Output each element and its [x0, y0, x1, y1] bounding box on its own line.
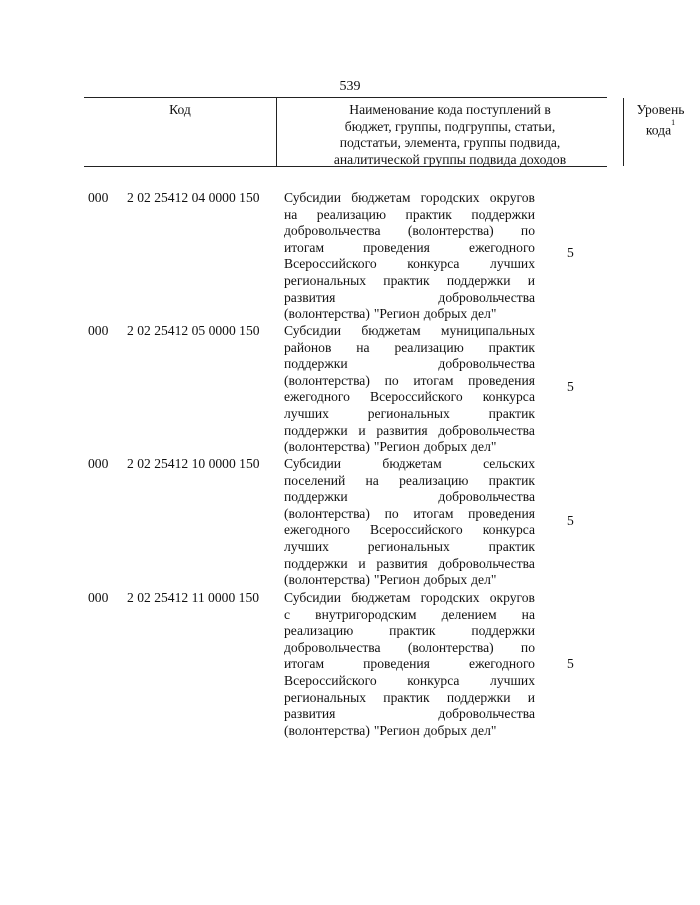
desc-line [284, 290, 535, 307]
desc-word: ежегодного [284, 522, 350, 538]
desc-word: развития [376, 422, 428, 438]
desc-word: добровольчества [438, 289, 535, 305]
table-header [84, 97, 685, 167]
desc-word: округов [489, 590, 535, 605]
desc-word: "Регион [373, 722, 420, 738]
header-name-line: Наименование кода поступлений в [349, 102, 551, 117]
desc-word: дел" [471, 722, 497, 738]
row-description [284, 456, 535, 589]
row-prefix: 000 [88, 323, 109, 338]
desc-word: лучших [284, 538, 329, 554]
desc-word: делением [441, 606, 497, 622]
desc-word: бюджетам [361, 323, 421, 338]
desc-word: по [520, 639, 535, 655]
desc-word: реализацию [394, 339, 464, 355]
desc-word: практик [488, 538, 535, 554]
desc-word: добровольчества [438, 422, 535, 438]
header-level-line1: Уровень [636, 102, 685, 117]
desc-line [284, 506, 535, 523]
desc-word: конкурса [407, 672, 460, 688]
desc-word: ежегодного [284, 389, 350, 405]
desc-word: практик [488, 472, 535, 488]
desc-line [284, 607, 535, 624]
desc-word: реализацию [316, 206, 387, 222]
desc-word: и [358, 422, 366, 438]
desc-word: на [356, 339, 370, 355]
desc-line [284, 539, 535, 556]
desc-word: лучших [284, 405, 329, 421]
desc-word: Всероссийского [370, 522, 463, 538]
desc-word: поддержки [446, 689, 511, 705]
desc-word: на [365, 472, 379, 488]
desc-word: добрых [423, 306, 468, 322]
desc-word: бюджетам [351, 190, 411, 205]
desc-word: "Регион [373, 439, 420, 455]
desc-word: добровольчества [438, 489, 535, 505]
desc-word: практик [405, 206, 452, 222]
header-name-line: бюджет, группы, подгруппы, статьи, [344, 118, 556, 134]
desc-word: добровольчества [438, 555, 535, 571]
desc-word: конкурса [407, 256, 460, 272]
desc-word: реализацию [284, 623, 354, 639]
desc-line [284, 256, 535, 273]
header-level [624, 98, 697, 166]
desc-line [284, 556, 535, 573]
desc-word: на [521, 606, 535, 622]
desc-line [284, 190, 535, 207]
desc-word: поддержки [284, 422, 348, 438]
desc-word: итогам [413, 505, 454, 521]
desc-word: (волонтерства) [407, 639, 494, 655]
desc-word: итогам [284, 656, 325, 672]
desc-word: и [358, 555, 366, 571]
desc-word: поддержки [471, 623, 535, 639]
desc-line [284, 673, 535, 690]
desc-line [284, 439, 535, 456]
desc-line [284, 590, 535, 607]
row-code: 2 02 25412 05 0000 150 [127, 323, 260, 338]
row-level: 5 [567, 379, 574, 394]
desc-line [284, 323, 535, 340]
desc-line [284, 456, 535, 473]
row-code: 2 02 25412 10 0000 150 [127, 456, 260, 471]
desc-word: на [284, 206, 298, 222]
desc-word: дел" [471, 439, 497, 455]
desc-word: практик [488, 339, 535, 355]
desc-line [284, 706, 535, 723]
desc-word: "Регион [373, 306, 420, 322]
desc-line [284, 273, 535, 290]
desc-word: (волонтерства) [284, 306, 370, 322]
row-level: 5 [567, 656, 574, 671]
desc-word: по [384, 505, 399, 521]
desc-line [284, 489, 535, 506]
row-prefix: 000 [88, 456, 109, 471]
desc-word: по [384, 372, 399, 388]
desc-word: внутригородским [315, 606, 417, 622]
desc-word: Всероссийского [284, 256, 377, 272]
desc-word: проведения [468, 372, 535, 388]
desc-word: проведения [468, 505, 535, 521]
desc-word: добровольчества [284, 639, 381, 655]
page-number: 539 [339, 79, 361, 94]
desc-word: поддержки [471, 206, 535, 222]
desc-word: городских [420, 190, 480, 205]
desc-word: добрых [423, 439, 468, 455]
desc-word: реализацию [399, 472, 469, 488]
desc-word: (волонтерства) [284, 722, 370, 738]
desc-word: региональных [367, 538, 450, 554]
desc-line [284, 690, 535, 707]
desc-word: Всероссийского [370, 389, 463, 405]
desc-word: практик [488, 405, 535, 421]
desc-word: и [527, 272, 535, 288]
desc-word: добровольчества [284, 223, 381, 239]
desc-word: поселений [284, 472, 346, 488]
desc-word: добровольчества [438, 356, 535, 372]
desc-word: округов [489, 190, 535, 205]
desc-word: (волонтерства) [284, 372, 370, 388]
header-name-line: аналитической группы подвида доходов [333, 151, 567, 167]
desc-word: поддержки [284, 356, 348, 372]
desc-word: конкурса [482, 389, 535, 405]
desc-word: Субсидии [284, 190, 342, 205]
header-name-line: подстатьи, элемента, группы подвида, [339, 135, 561, 151]
desc-word: развития [284, 289, 336, 305]
desc-line [284, 423, 535, 440]
desc-word: конкурса [482, 522, 535, 538]
desc-word: Субсидии [284, 590, 342, 605]
desc-line [284, 373, 535, 390]
desc-word: развития [284, 706, 336, 722]
desc-word: ежегодного [469, 656, 535, 672]
desc-word: (волонтерства) [284, 439, 370, 455]
desc-word: итогам [284, 239, 325, 255]
row-description [284, 190, 535, 323]
desc-word: поддержки [284, 555, 348, 571]
desc-word: итогам [413, 372, 454, 388]
desc-line [284, 306, 535, 323]
desc-line [284, 640, 535, 657]
desc-word: муниципальных [440, 323, 535, 338]
row-code: 2 02 25412 04 0000 150 [127, 190, 260, 205]
desc-word: ежегодного [469, 239, 535, 255]
row-description [284, 590, 535, 739]
footnote-marker: 1 [671, 117, 676, 127]
desc-word: с [284, 606, 291, 622]
desc-line [284, 723, 535, 740]
desc-word: районов [284, 339, 332, 355]
desc-line [284, 340, 535, 357]
desc-word: добрых [423, 722, 468, 738]
desc-word: Всероссийского [284, 672, 377, 688]
desc-word: лучших [490, 256, 535, 272]
row-prefix: 000 [88, 190, 109, 205]
desc-word: и [527, 689, 535, 705]
desc-word: городских [420, 590, 480, 605]
row-level: 5 [567, 513, 574, 528]
desc-word: поддержки [284, 489, 348, 505]
desc-line [284, 572, 535, 589]
row-description [284, 323, 535, 456]
desc-word: дел" [471, 306, 497, 322]
desc-word: Субсидии [284, 323, 342, 338]
desc-line [284, 656, 535, 673]
desc-word: "Регион [373, 572, 420, 588]
desc-word: практик [383, 689, 430, 705]
desc-word: сельских [483, 456, 535, 471]
desc-word: лучших [490, 672, 535, 688]
desc-line [284, 356, 535, 373]
desc-line [284, 389, 535, 406]
desc-word: практик [383, 272, 430, 288]
desc-word: региональных [284, 689, 367, 705]
desc-word: дел" [471, 572, 497, 588]
desc-line [284, 223, 535, 240]
desc-word: добровольчества [438, 706, 535, 722]
desc-word: региональных [284, 272, 367, 288]
header-name [276, 98, 624, 166]
desc-line [284, 623, 535, 640]
desc-word: региональных [367, 405, 450, 421]
desc-word: (волонтерства) [284, 505, 370, 521]
desc-line [284, 406, 535, 423]
desc-word: Субсидии [284, 456, 342, 471]
desc-word: (волонтерства) [284, 572, 370, 588]
row-prefix: 000 [88, 590, 109, 605]
desc-word: развития [376, 555, 428, 571]
row-level: 5 [567, 245, 574, 260]
row-code: 2 02 25412 11 0000 150 [127, 590, 260, 605]
desc-word: бюджетам [351, 590, 411, 605]
desc-word: проведения [363, 239, 430, 255]
desc-word: практик [389, 623, 436, 639]
desc-word: бюджетам [382, 456, 442, 471]
desc-line [284, 473, 535, 490]
desc-word: (волонтерства) [407, 223, 494, 239]
desc-line [284, 207, 535, 224]
desc-line [284, 522, 535, 539]
header-code: Код [169, 102, 191, 117]
desc-word: проведения [363, 656, 430, 672]
desc-word: поддержки [446, 272, 511, 288]
header-level-line2-wrap [624, 119, 697, 139]
desc-line [284, 240, 535, 257]
desc-word: по [520, 223, 535, 239]
header-level-line2: кода [645, 122, 672, 138]
desc-word: добрых [423, 572, 468, 588]
